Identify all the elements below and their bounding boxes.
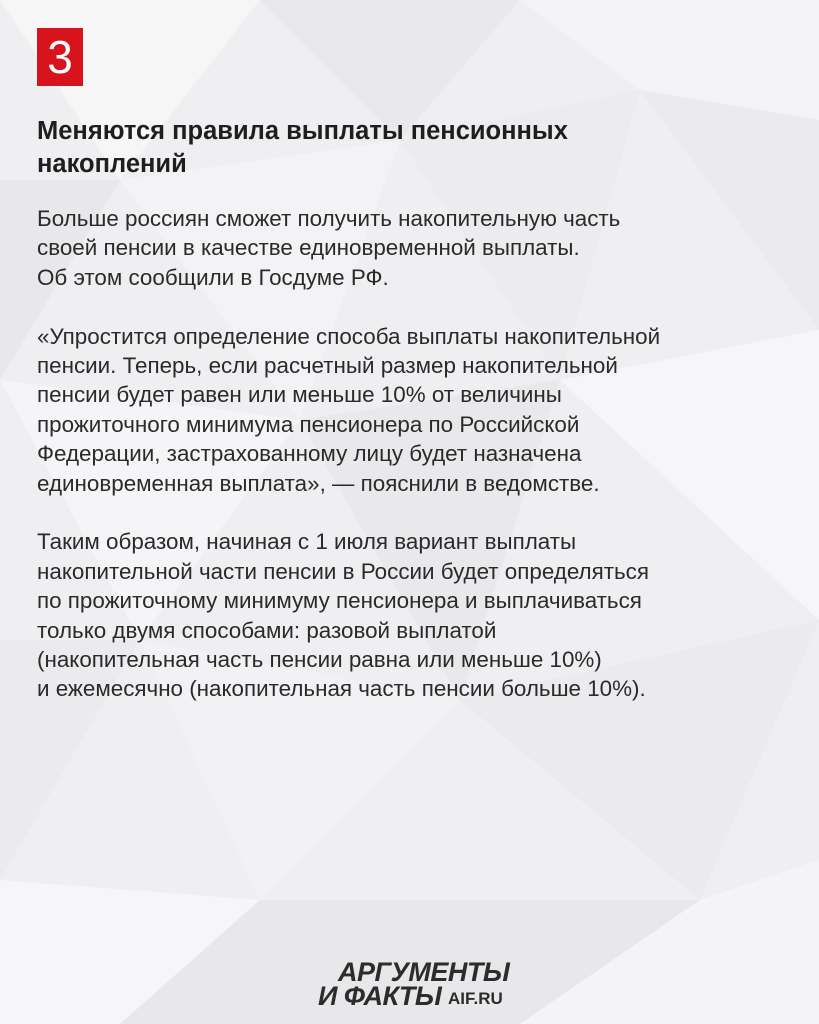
text-line: Об этом сообщили в Госдуме РФ.	[37, 264, 389, 290]
text-line: пенсии будет равен или меньше 10% от величины	[37, 382, 562, 408]
slide-number-badge: 3	[37, 28, 83, 86]
headline	[37, 115, 777, 181]
text-line: (накопительная часть пенсии равна или меньше 10%)	[37, 647, 602, 673]
article-body	[37, 204, 797, 733]
headline-line: Меняются правила выплаты пенсионных	[37, 117, 568, 145]
text-line: по прожиточному минимуму пенсионера и выплачиваться	[37, 588, 642, 614]
logo-line-arguments: АРГУМЕНТЫ	[338, 957, 510, 987]
text-line: только двумя способами: разовой выплатой	[37, 617, 497, 643]
text-line: своей пенсии в качестве единовременной выплаты.	[37, 235, 580, 261]
text-line: единовременная выплата», — пояснили в ведомстве.	[37, 470, 600, 496]
text-line: Таким образом, начиная с 1 июля вариант выплаты	[37, 529, 577, 555]
paragraph-quote	[37, 322, 797, 498]
text-line: накопительной части пенсии в России будет определяться	[37, 558, 649, 584]
text-line: пенсии. Теперь, если расчетный размер накопительной	[37, 353, 618, 379]
text-line: прожиточного минимума пенсионера по Российской	[37, 411, 580, 437]
paragraph-intro	[37, 204, 797, 292]
text-line: «Упростится определение способа выплаты накопительной	[37, 323, 661, 349]
text-line: Больше россиян сможет получить накопительную часть	[37, 206, 621, 231]
aif-logo	[318, 958, 528, 1010]
paragraph-conclusion	[37, 527, 797, 703]
logo-site: AIF.RU	[448, 989, 503, 1008]
text-line: и ежемесячно (накопительная часть пенсии больше 10%).	[37, 676, 646, 702]
text-line: Федерации, застрахованному лицу будет назначена	[37, 441, 582, 467]
logo-line-facts: И ФАКТЫ	[318, 981, 442, 1011]
headline-line: накоплений	[37, 150, 187, 178]
